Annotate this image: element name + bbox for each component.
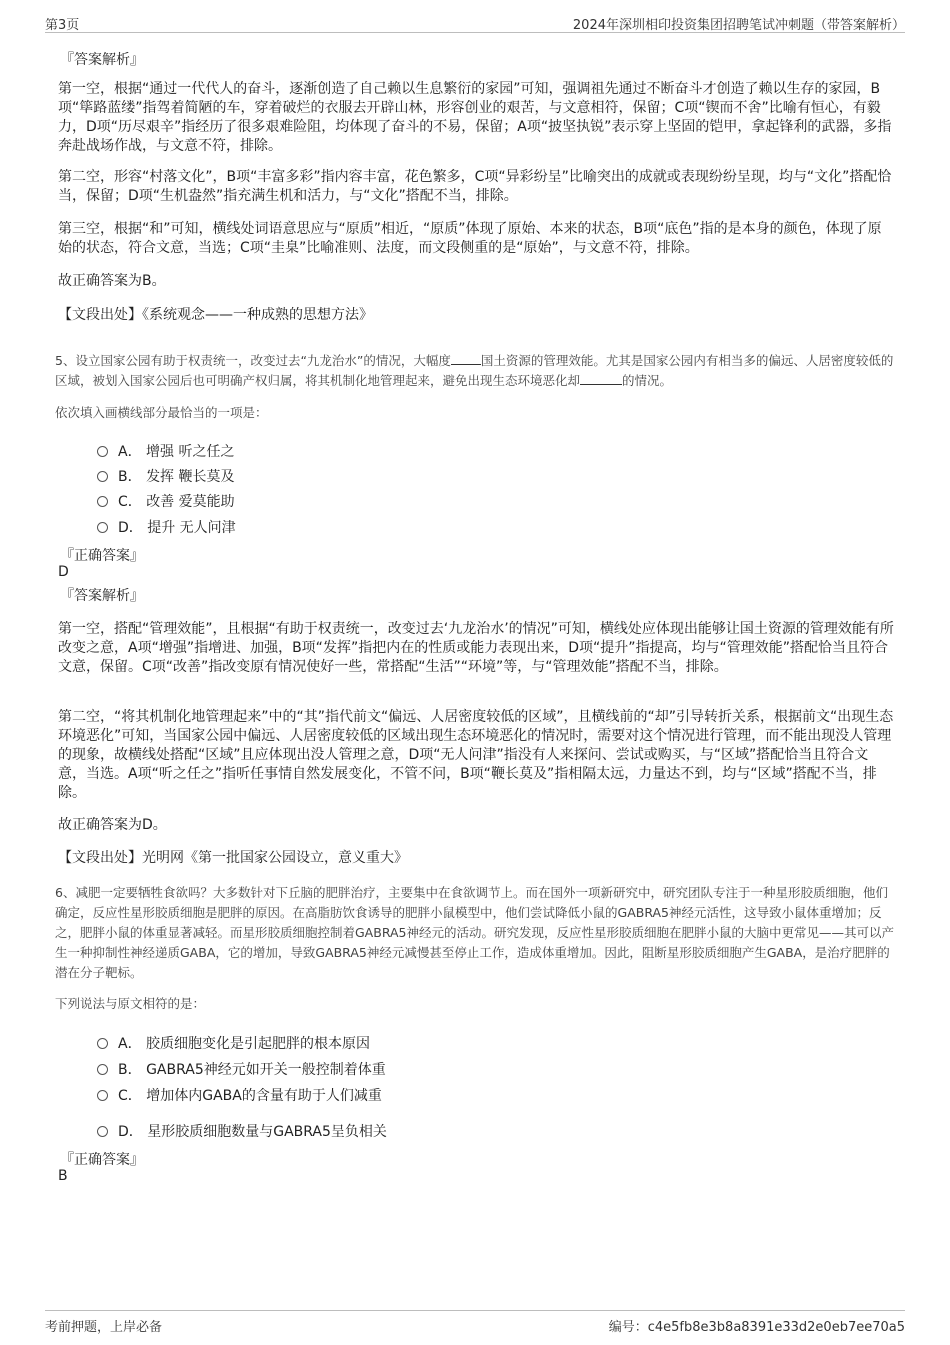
- prev-analysis-para-1: 第一空，根据“通过一代代人的奋斗，逐渐创造了自己赖以生息繁衍的家园”可知，强调祖先通过不断奋斗才创造了赖以生存的家园，B项“筚路蓝缕”指驾着简陋的车，穿着破烂的衣服去开辟山林，形容创业的艰苦，与文意相符，保留；C项“锲而不舍”比喻有恒心，有毅力，D项“历尽艰辛”指经历了很多艰难险阻，均体现了奋斗的不易，保留；A项“披坚执锐”表示穿上坚固的铠甲，拿起锋利的武器，多指奔赴战场作战，与文意不符，排除。: [58, 81, 892, 154]
- q5-answer: D: [58, 564, 69, 580]
- q5-prompt: 依次填入画横线部分最恰当的一项是：: [55, 405, 268, 420]
- radio-icon[interactable]: [97, 1090, 108, 1101]
- radio-icon[interactable]: [97, 1038, 108, 1049]
- radio-icon[interactable]: [97, 446, 108, 457]
- q5-option-a[interactable]: A． 增强 听之任之: [97, 441, 234, 461]
- q5-answer-label: 『正确答案』: [60, 548, 144, 564]
- q5-blank-1: [451, 352, 481, 365]
- radio-icon[interactable]: [97, 471, 108, 482]
- prev-analysis-para-3: 第三空，根据“和”可知，横线处词语意思应与“原质”相近，“原质”体现了原始、本来的状态，B项“底色”指的是本身的颜色，体现了原始的状态，符合文意，当选；C项“圭臬”比喻准则、法度，而文段侧重的是“原始”，与文意不符，排除。: [58, 221, 882, 256]
- document-title: 2024年深圳相印投资集团招聘笔试冲刺题（带答案解析）: [572, 18, 905, 33]
- q5-blank-2: [580, 372, 622, 385]
- footer-slogan: 考前押题，上岸必备: [45, 1320, 163, 1335]
- q5-source: 【文段出处】光明网《第一批国家公园设立，意义重大》: [58, 850, 408, 866]
- page-footer: [45, 1310, 905, 1335]
- page-header: [45, 12, 905, 33]
- q6-option-d[interactable]: D． 星形胶质细胞数量与GABRA5呈负相关: [97, 1121, 387, 1141]
- prev-conclusion: 故正确答案为B。: [58, 273, 166, 289]
- q5-analysis-para-1: 第一空，搭配“管理效能”，且根据“有助于权责统一，改变过去‘九龙治水’的情况”可知，横线处应体现出能够让国土资源的管理效能有所改变之意，A项“增强”指增进、加强，B项“发挥”指把内在的性质或能力表现出来，D项“提升”指提高，均与“管理效能”搭配恰当且符合文意，保留。C项“改善”指改变原有情况使好一些，常搭配“生活”“环境”等，与“管理效能”搭配不当，排除。: [58, 621, 894, 675]
- q5-conclusion: 故正确答案为D。: [58, 817, 167, 833]
- page-number: 第3页: [45, 18, 80, 33]
- q6-option-b[interactable]: B． GABRA5神经元如开关一般控制着体重: [97, 1059, 386, 1079]
- prev-analysis-label: 『答案解析』: [60, 52, 144, 68]
- radio-icon[interactable]: [97, 522, 108, 533]
- q5-option-b[interactable]: B． 发挥 鞭长莫及: [97, 466, 235, 486]
- document-code: 编号：c4e5fb8e3b8a8391e33d2e0eb7ee70a5: [608, 1320, 905, 1335]
- prev-analysis-para-2: 第二空，形容“村落文化”，B项“丰富多彩”指内容丰富，花色繁多，C项“异彩纷呈”比喻突出的成就或表现纷纷呈现，均与“文化”搭配恰当，保留；D项“生机盎然”指充满生机和活力，与“文化”搭配不当，排除。: [58, 169, 892, 204]
- q5-analysis-label: 『答案解析』: [60, 588, 144, 604]
- prev-source: 【文段出处】《系统观念——一种成熟的思想方法》: [58, 307, 373, 323]
- q5-option-c[interactable]: C． 改善 爱莫能助: [97, 491, 235, 511]
- radio-icon[interactable]: [97, 1064, 108, 1075]
- q5-analysis-para-2: 第二空，“将其机制化地管理起来”中的“其”指代前文“偏远、人居密度较低的区域”，且横线前的“却”引导转折关系，根据前文“出现生态环境恶化”可知，当国家公园中偏远、人居密度较低的区域出现生态环境恶化的情况时，需要对这个情况进行管理，而不能出现没人管理的现象，故横线处搭配“区域”且应体现出没人管理之意，D项“无人问津”指没有人来探问、尝试或购买，与“区域”搭配恰当且符合文意，当选。A项“听之任之”指听任事情自然发展变化，不管不问，B项“鞭长莫及”指相隔太远，力量达不到，均与“区域”搭配不当，排除。: [58, 709, 894, 801]
- radio-icon[interactable]: [97, 496, 108, 507]
- q6-answer-label: 『正确答案』: [60, 1152, 144, 1168]
- q6-prompt: 下列说法与原文相符的是：: [55, 996, 206, 1011]
- q5-stem: 5、设立国家公园有助于权责统一，改变过去“九龙治水”的情况，大幅度 国土资源的管理效能。尤其是国家公园内有相当多的偏远、人居密度较低的区域，被划入国家公园后也可明确产权归属，将其机制化地管理起来，避免出现生态环境恶化却 的情况。: [55, 353, 894, 388]
- q5-option-d[interactable]: D． 提升 无人问津: [97, 517, 236, 537]
- q6-answer: B: [58, 1168, 68, 1184]
- radio-icon[interactable]: [97, 1126, 108, 1137]
- q6-option-c[interactable]: C． 增加体内GABA的含量有助于人们减重: [97, 1085, 382, 1105]
- q6-stem: 6、减肥一定要牺牲食欲吗？大多数针对下丘脑的肥胖治疗，主要集中在食欲调节上。而在国外一项新研究中，研究团队专注于一种星形胶质细胞，他们确定，反应性星形胶质细胞是肥胖的原因。在高脂肪饮食诱导的肥胖小鼠模型中，他们尝试降低小鼠的GABRA5神经元活性，这导致小鼠体重增加；反之，肥胖小鼠的体重显著减轻。而星形胶质细胞控制着GABRA5神经元的活动。研究发现，反应性星形胶质细胞在肥胖小鼠的大脑中更常见——其可以产生一种抑制性神经递质GABA，它的增加，导致GABRA5神经元减慢甚至停止工作，造成体重增加。因此，阻断星形胶质细胞产生GABA，是治疗肥胖的潜在分子靶标。: [55, 885, 894, 980]
- q6-option-a[interactable]: A． 胶质细胞变化是引起肥胖的根本原因: [97, 1033, 370, 1053]
